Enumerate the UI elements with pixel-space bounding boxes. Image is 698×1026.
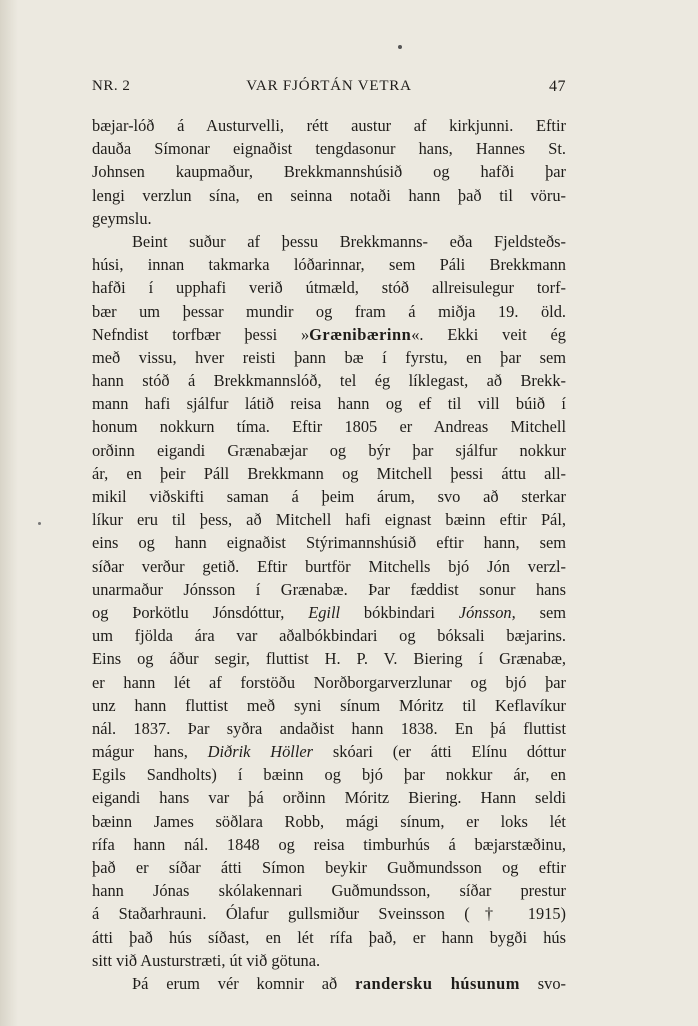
text-line — [92, 392, 566, 415]
text-line — [92, 972, 566, 995]
page-number: 47 — [549, 78, 566, 95]
text-segment: hann stóð á Brekkmannslóð, tel ég líklegast, að Brekk- — [92, 371, 566, 391]
text-segment: lengi verzlun sína, en seinna notaði hann það til vöru- — [92, 185, 566, 205]
issue-number: NR. 2 — [92, 78, 131, 94]
text-line — [92, 207, 566, 230]
text-segment: um fjölda ára var aðalbókbindari og bóksali bæjarins. — [92, 626, 566, 646]
text-line — [92, 624, 566, 647]
text-segment: sitt við Austurstræti, út við götuna. — [92, 950, 321, 970]
italic-name: Egill — [308, 602, 341, 622]
text-segment: unz hann fluttist með syni sínum Móritz til Keflavíkur — [92, 695, 566, 715]
text-segment: Eins og áður segir, fluttist H. P. V. Biering í Grænabæ, — [92, 649, 566, 669]
text-line — [92, 485, 566, 508]
text-line — [92, 137, 566, 160]
text-line — [92, 902, 566, 925]
text-line — [92, 160, 566, 183]
text-line — [92, 276, 566, 299]
text-segment: svo- — [519, 973, 566, 993]
bold-term: randersku húsunum — [355, 973, 520, 993]
text-line — [92, 323, 566, 346]
text-segment: Egils Sandholts) í bæinn og bjó þar nokkur ár, en — [92, 765, 566, 785]
spine-shadow — [0, 0, 18, 1026]
text-line — [92, 601, 566, 624]
text-segment: skóari (er átti Elínu dóttur — [313, 742, 566, 762]
text-segment: sem — [515, 602, 566, 622]
text-segment: Þá erum vér komnir að — [132, 973, 356, 993]
text-segment: húsi, innan takmarka lóðarinnar, sem Páli Brekkmann — [92, 255, 566, 275]
running-title: VAR FJÓRTÁN VETRA — [246, 78, 412, 94]
text-line — [92, 230, 566, 253]
text-segment: mann hafi sjálfur látið reisa hann og ef til vill búið í — [92, 394, 566, 414]
text-segment: Nefndist torfbær þessi » — [92, 324, 310, 344]
text-segment: bæinn James söðlara Robb, mági sínum, er loks lét — [92, 811, 566, 831]
text-line — [92, 694, 566, 717]
text-segment: dauða Símonar eignaðist tengdasonur hans, Hannes St. — [92, 139, 566, 159]
text-line — [92, 671, 566, 694]
body-text — [92, 114, 566, 995]
text-segment: unarmaður Jónsson í Grænabæ. Þar fæddist sonur hans — [92, 579, 566, 599]
text-line — [92, 926, 566, 949]
italic-name: Diðrik Höller — [207, 742, 314, 762]
text-segment: hafði í upphafi verið útmæld, stóð allreisulegur torf- — [92, 278, 566, 298]
text-segment: átti það hús síðast, en lét rífa það, er hann bygði hús — [92, 927, 566, 947]
text-segment: eigandi hans var þá orðinn Móritz Biering. Hann seldi — [92, 788, 566, 808]
text-line — [92, 879, 566, 902]
ink-speck — [398, 45, 402, 49]
text-segment: mágur hans, — [92, 742, 208, 762]
text-segment: líkur eru til þess, að Mitchell hafi eignast bæinn eftir Pál, — [92, 510, 566, 530]
text-segment: honum nokkurn tíma. Eftir 1805 er Andreas Mitchell — [92, 417, 566, 437]
text-line — [92, 786, 566, 809]
text-segment: síðar verður getið. Eftir burtför Mitchells bjó Jón verzl- — [92, 556, 566, 576]
text-line — [92, 369, 566, 392]
italic-name: Jónsson, — [458, 602, 516, 622]
text-line — [92, 114, 566, 137]
text-segment: er hann lét af forstöðu Norðborgarverzlunar og bjó þar — [92, 672, 566, 692]
text-line — [92, 508, 566, 531]
text-segment: mikil viðskifti saman á þeim árum, svo að sterkar — [92, 487, 566, 506]
text-segment: bær um þessar mundir og fram á miðja 19. öld. — [92, 301, 566, 321]
bold-term: Grænibærinn — [309, 324, 412, 344]
text-line — [92, 300, 566, 323]
text-line — [92, 647, 566, 670]
ink-speck — [38, 522, 41, 525]
text-segment: hann Jónas skólakennari Guðmundsson, síðar prestur — [92, 881, 566, 901]
text-line — [92, 578, 566, 601]
running-header — [92, 78, 566, 100]
text-segment: geymslu. — [92, 208, 152, 228]
text-segment: bókbindari — [340, 602, 459, 622]
text-line — [92, 810, 566, 833]
text-segment: það er síðar átti Símon beykir Guðmundsson og eftir — [92, 858, 566, 877]
text-line — [92, 184, 566, 207]
text-segment: Beint suður af þessu Brekkmanns- eða Fjeldsteðs- — [132, 231, 566, 251]
text-line — [92, 949, 566, 972]
text-segment: rífa hann nál. 1848 og reisa timburhús á bæjarstæðinu, — [92, 834, 566, 854]
text-line — [92, 415, 566, 438]
text-segment: og Þorkötlu Jónsdóttur, — [92, 602, 309, 622]
text-segment: eins og hann eignaðist Stýrimannshúsið eftir hann, sem — [92, 533, 566, 553]
text-segment: ár, en þeir Páll Brekkmann og Mitchell þessi áttu all- — [92, 463, 566, 483]
text-line — [92, 531, 566, 554]
text-line — [92, 856, 566, 879]
text-line — [92, 763, 566, 786]
text-line — [92, 439, 566, 462]
text-segment: með vissu, hver reisti þann bæ í fyrstu, en þar sem — [92, 347, 566, 367]
text-segment: bæjar-lóð á Austurvelli, rétt austur af kirkjunni. Eftir — [92, 116, 566, 135]
text-line — [92, 253, 566, 276]
text-line — [92, 462, 566, 485]
text-line — [92, 717, 566, 740]
text-segment: «. Ekki veit ég — [411, 324, 567, 344]
text-segment: nál. 1837. Þar syðra andaðist hann 1838. En þá fluttist — [92, 718, 566, 738]
text-segment: Johnsen kaupmaður, Brekkmannshúsið og hafði þar — [92, 162, 566, 182]
text-line — [92, 346, 566, 369]
text-line — [92, 555, 566, 578]
text-segment: orðinn eigandi Grænabæjar og býr þar sjálfur nokkur — [92, 440, 566, 460]
text-segment: á Staðarhrauni. Ólafur gullsmiður Sveinsson († 1915) — [92, 904, 566, 924]
text-line — [92, 833, 566, 856]
text-line — [92, 740, 566, 763]
